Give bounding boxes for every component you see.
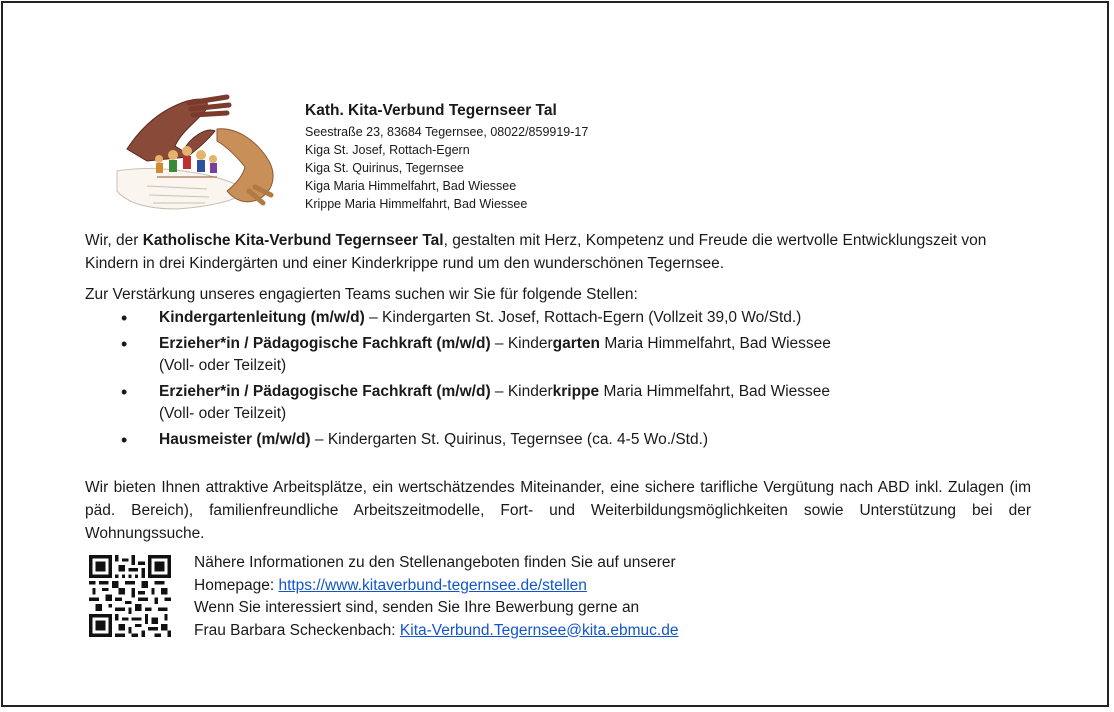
contact-person-line bbox=[194, 620, 678, 643]
bullet-icon: • bbox=[121, 382, 128, 402]
job-place-emphasis: krippe bbox=[552, 383, 600, 400]
qr-code-icon[interactable] bbox=[89, 555, 171, 637]
hands-children-logo bbox=[87, 91, 287, 216]
job-place: Kindergarten St. Quirinus, Tegernsee (ca. 4-5 Wo./Std.) bbox=[327, 431, 709, 448]
intro-org-name: Katholische Kita-Verbund Tegernseer Tal bbox=[142, 232, 444, 249]
bullet-icon: • bbox=[121, 308, 128, 328]
job-place: Kinder bbox=[507, 335, 553, 352]
job-title: Hausmeister (m/w/d) bbox=[159, 431, 311, 448]
job-item bbox=[85, 381, 1031, 425]
job-separator: – bbox=[364, 309, 383, 326]
job-separator: – bbox=[310, 431, 328, 448]
info-line: Nähere Informationen zu den Stellenangeboten finden Sie auf unserer bbox=[194, 554, 676, 571]
email-link[interactable]: Kita-Verbund.Tegernsee@kita.ebmuc.de bbox=[399, 621, 679, 639]
job-separator: – bbox=[490, 335, 508, 352]
job-place: Kindergarten St. Josef, Rottach-Egern (Vollzeit 39,0 Wo/Std.) bbox=[382, 309, 802, 326]
job-list bbox=[85, 307, 1031, 455]
job-place: Maria Himmelfahrt, Bad Wiessee bbox=[600, 335, 831, 352]
homepage-line bbox=[194, 575, 678, 598]
bullet-icon: • bbox=[121, 334, 128, 354]
job-item bbox=[85, 333, 1031, 377]
contact-info bbox=[194, 552, 678, 642]
intro-text: , gestalten mit Herz, Kompetenz und Freude die wertvolle Entwicklungszeit von Kindern in drei Kindergärten und einer Kinderkrippe rund um den wunderschönen Tegernsee. bbox=[85, 232, 987, 272]
location-item: Kiga Maria Himmelfahrt, Bad Wiessee bbox=[305, 179, 517, 193]
job-ad-card bbox=[1, 1, 1109, 707]
organization-address: Seestraße 23, 83684 Tegernsee, 08022/859919-17 bbox=[305, 125, 589, 139]
job-place-emphasis: garten bbox=[552, 335, 601, 352]
homepage-label: Homepage: bbox=[194, 576, 279, 594]
organization-name: Kath. Kita-Verbund Tegernseer Tal bbox=[305, 102, 557, 119]
location-item: Kiga St. Josef, Rottach-Egern bbox=[305, 143, 470, 157]
job-separator: – bbox=[490, 383, 508, 400]
contact-person-label: Frau Barbara Scheckenbach: bbox=[194, 621, 400, 639]
job-title: Kindergartenleitung (m/w/d) bbox=[159, 309, 365, 326]
positions-lead: Zur Verstärkung unseres engagierten Teams suchen wir Sie für folgende Stellen: bbox=[85, 286, 638, 303]
offer-paragraph: Wir bieten Ihnen attraktive Arbeitsplätze, ein wertschätzendes Miteinander, eine sichere tarifliche Vergütung nach ABD inkl. Zulagen (im päd. Bereich), familienfreundliche Arbeitszeitmodelle, Fort- und Weiterbildungsmöglichkeiten sowie Unterstützung bei der Wohnungssuche. bbox=[85, 479, 1031, 542]
job-title: Erzieher*in / Pädagogische Fachkraft (m/w/d) bbox=[159, 335, 491, 352]
intro-text: Wir, der bbox=[85, 232, 143, 249]
info-line: Wenn Sie interessiert sind, senden Sie Ihre Bewerbung gerne an bbox=[194, 599, 640, 616]
job-note: (Voll- oder Teilzeit) bbox=[159, 405, 287, 422]
organization-header bbox=[305, 101, 588, 213]
job-place: Maria Himmelfahrt, Bad Wiessee bbox=[599, 383, 831, 400]
bullet-icon: • bbox=[121, 430, 128, 450]
location-item: Krippe Maria Himmelfahrt, Bad Wiessee bbox=[305, 197, 528, 211]
homepage-link[interactable]: https://www.kitaverbund-tegernsee.de/stellen bbox=[278, 576, 587, 594]
intro-paragraph bbox=[85, 229, 1031, 275]
location-item: Kiga St. Quirinus, Tegernsee bbox=[305, 161, 464, 175]
job-place: Kinder bbox=[507, 383, 553, 400]
job-item bbox=[85, 307, 1031, 329]
job-note: (Voll- oder Teilzeit) bbox=[159, 357, 287, 374]
job-title: Erzieher*in / Pädagogische Fachkraft (m/w/d) bbox=[159, 383, 491, 400]
job-item bbox=[85, 429, 1031, 451]
